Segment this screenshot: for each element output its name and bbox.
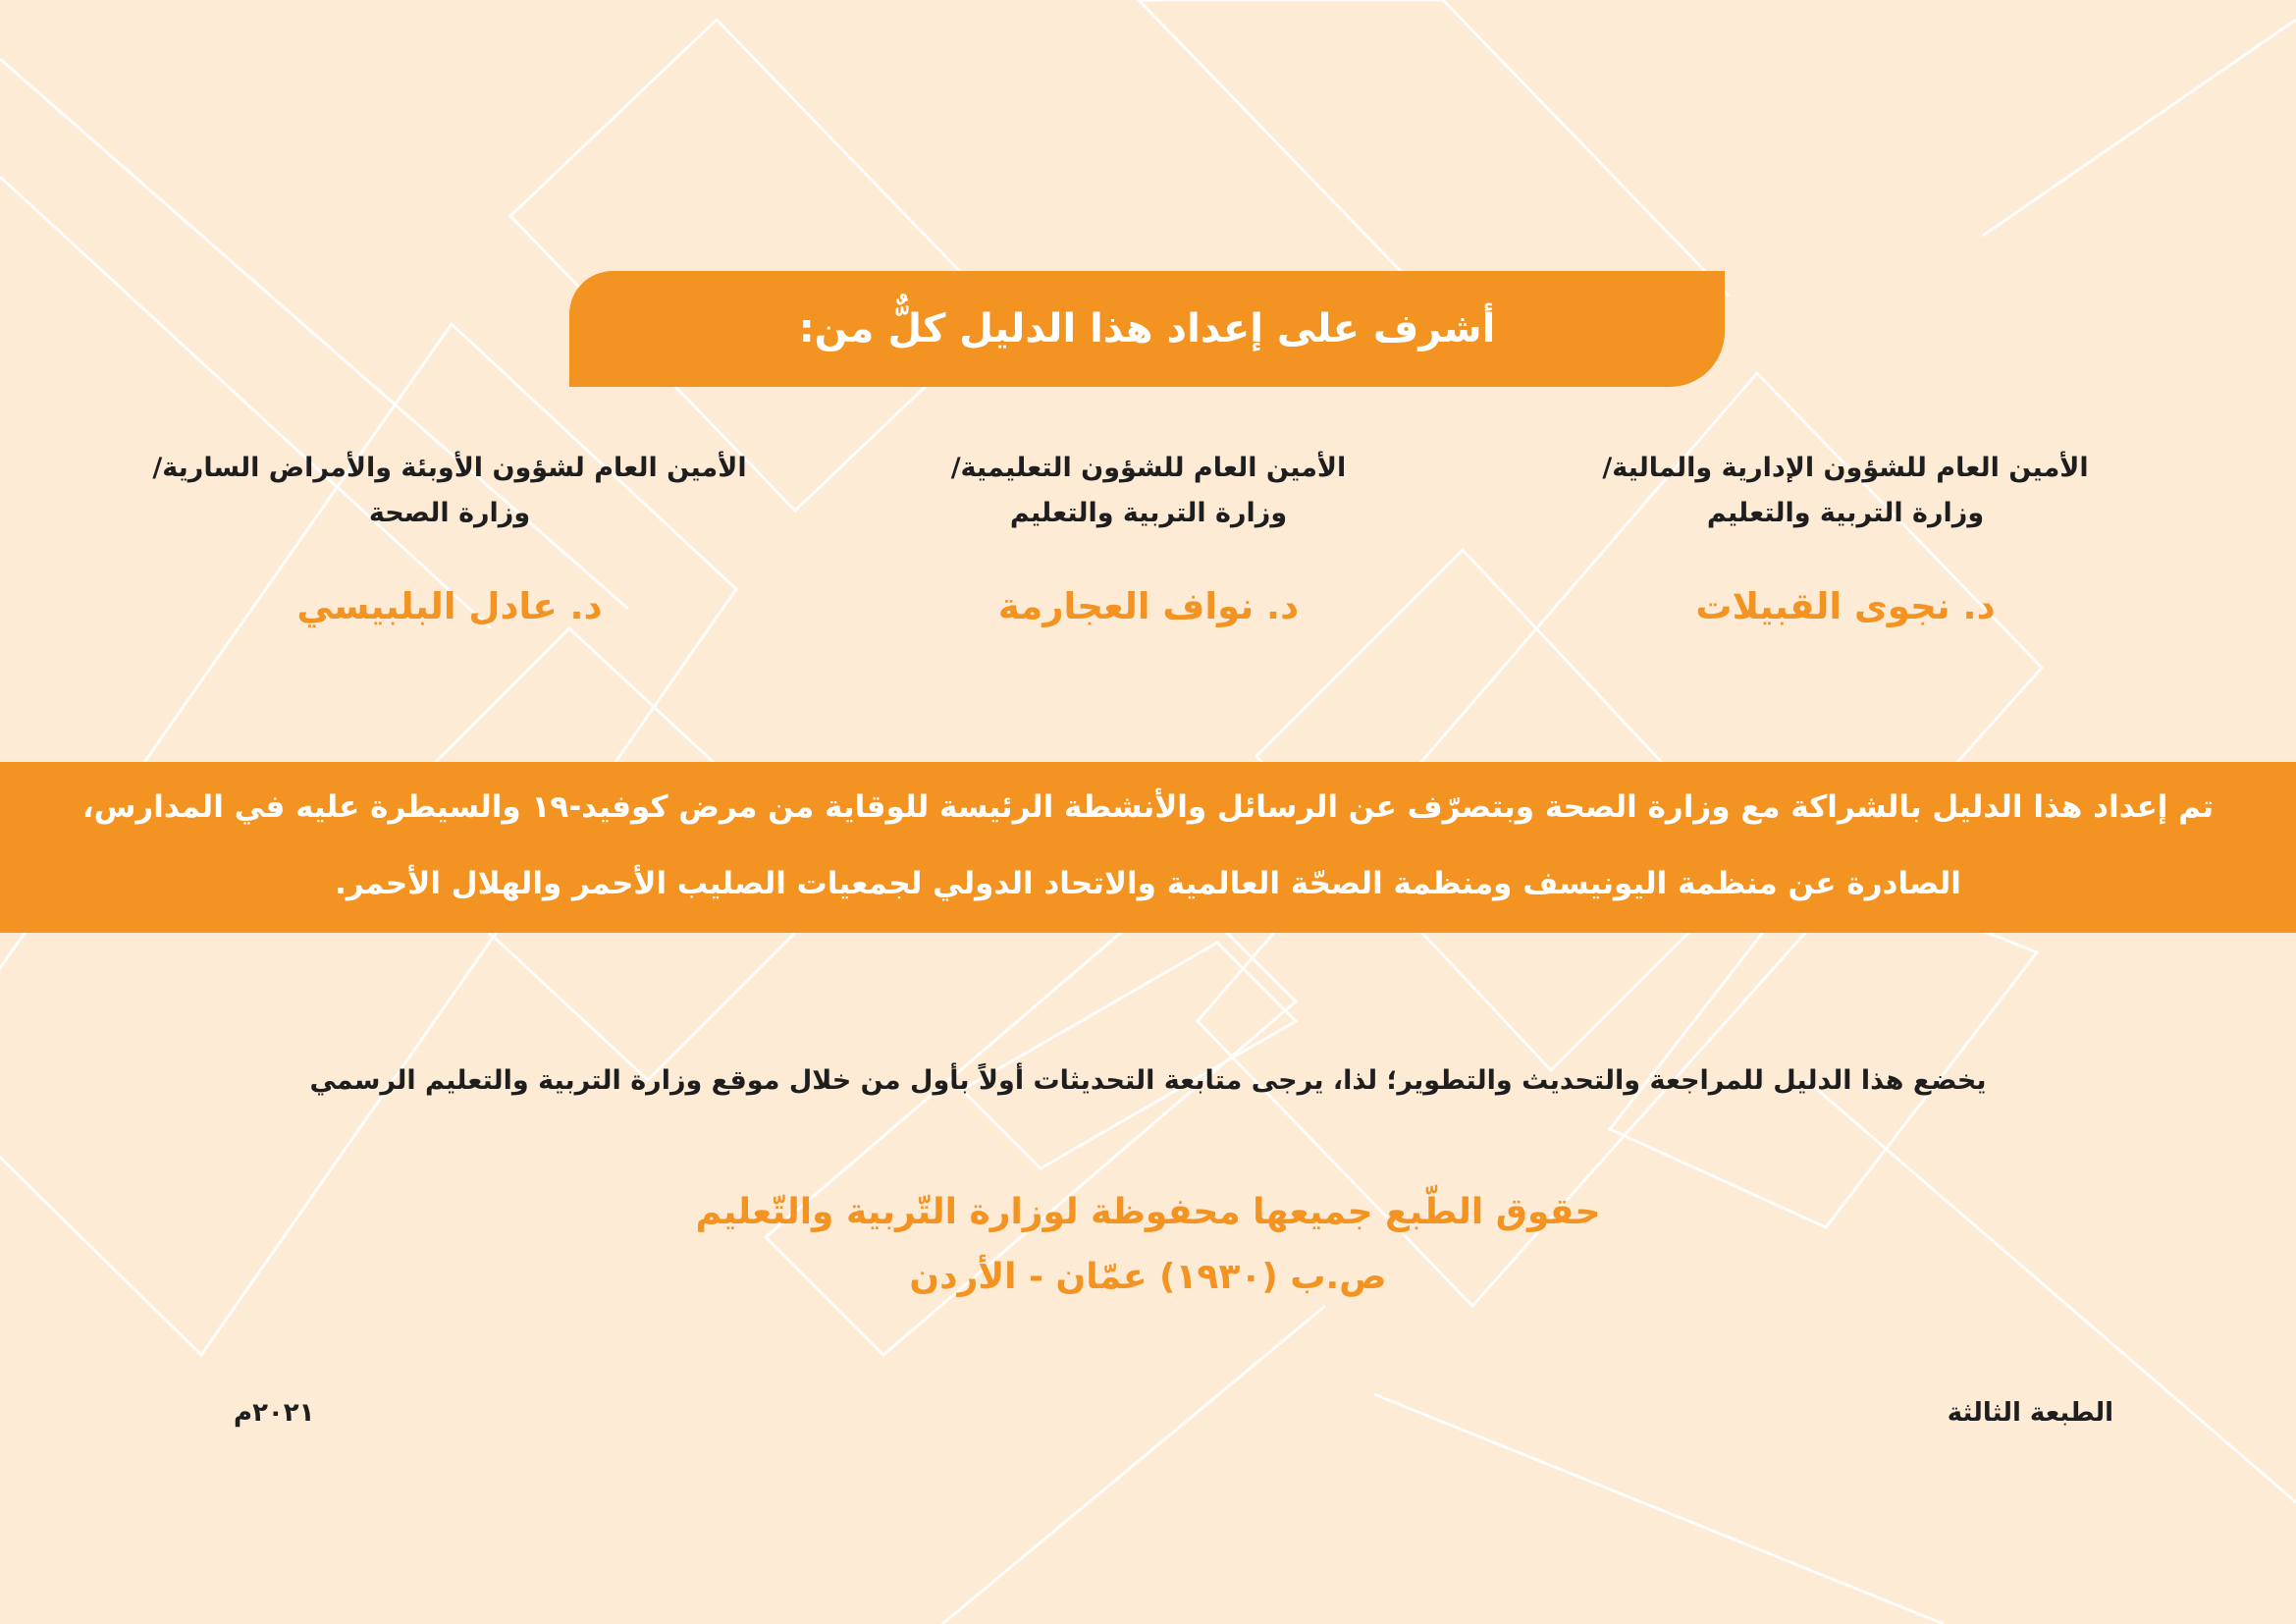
supervisor-role-line1: الأمين العام للشؤون التعليمية/ — [950, 453, 1347, 483]
year-label: ٢٠٢١م — [234, 1398, 315, 1428]
supervisor-column-3 — [135, 446, 764, 627]
supervisor-role-line2: وزارة التربية والتعليم — [1706, 498, 1985, 528]
address-line: ص.ب (١٩٣٠) عمّان - الأردن — [909, 1257, 1387, 1297]
partnership-text-line1: تم إعداد هذا الدليل بالشراكة مع وزارة الصحة وبتصرّف عن الرسائل والأنشطة الرئيسة للوقاية من مرض كوفيد-١٩ والسيطرة عليه في المدارس، — [81, 789, 2215, 825]
supervisor-name: د. نواف العجارمة — [997, 585, 1300, 627]
supervisor-role-line1: الأمين العام لشؤون الأوبئة والأمراض السارية/ — [152, 453, 747, 483]
copyright-line: حقوق الطّبع جميعها محفوظة لوزارة التّربية والتّعليم — [695, 1192, 1601, 1232]
supervisor-column-2 — [834, 446, 1463, 627]
supervisor-role-line2: وزارة التربية والتعليم — [1009, 498, 1288, 528]
title-banner — [569, 271, 1725, 387]
supervisor-column-1 — [1531, 446, 2160, 627]
supervisor-role-line1: الأمين العام للشؤون الإدارية والمالية/ — [1602, 453, 2089, 483]
supervisor-name: د. عادل البلبيسي — [296, 585, 603, 627]
page-title: أشرف على إعداد هذا الدليل كلٌّ من: — [798, 306, 1496, 352]
partnership-band — [0, 762, 2296, 933]
update-notice: يخضع هذا الدليل للمراجعة والتحديث والتطوير؛ لذا، يرجى متابعة التحديثات أولاً بأول من خلال موقع وزارة التربية والتعليم الرسمي — [309, 1065, 1987, 1096]
partnership-text-line2: الصادرة عن منظمة اليونيسف ومنظمة الصحّة العالمية والاتحاد الدولي لجمعيات الصليب الأحمر والهلال الأحمر. — [335, 866, 1961, 901]
supervisor-name: د. نجوى القبيلات — [1695, 585, 1996, 627]
edition-label: الطبعة الثالثة — [1947, 1398, 2113, 1428]
supervisor-role-line2: وزارة الصحة — [368, 498, 531, 528]
